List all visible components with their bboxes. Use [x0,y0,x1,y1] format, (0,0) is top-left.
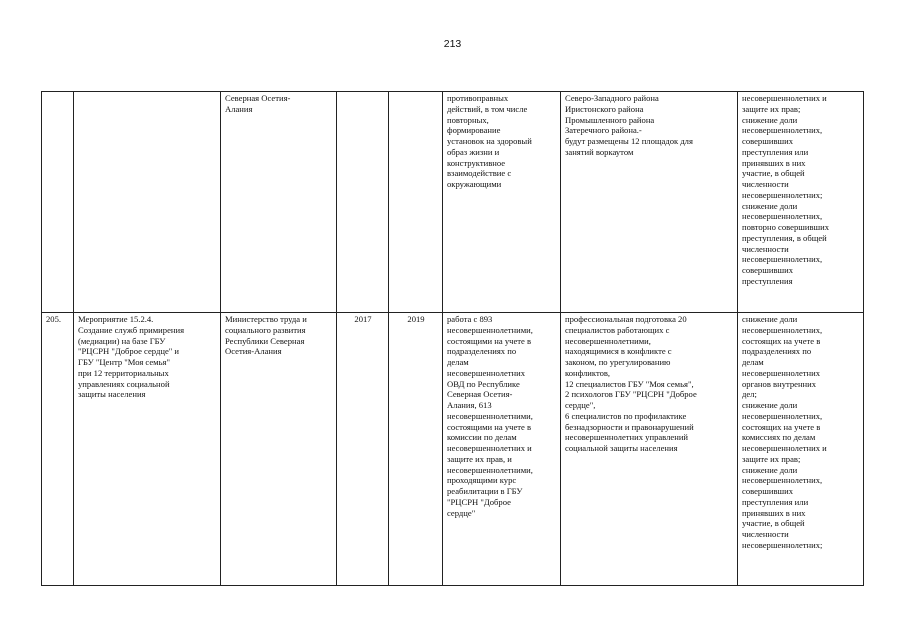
executor-cell: Министерство труда и социального развития Республики Северная Осетия-Алания [221,313,337,586]
result-cell: Северо-Западного района Иристонского района Промышленного района Затеречного района.- будут размещены 12 площадок для занятий воркаутом [561,92,738,313]
measures-table [41,91,864,586]
page-number: 213 [443,38,462,50]
start-year-cell: 2017 [337,313,389,586]
row-number-cell: 205. [42,313,74,586]
content-cell: работа с 893 несовершеннолетними, состоящими на учете в подразделениях по делам несовершеннолетних ОВД по Республике Северная Осетия- Алания, 613 несовершеннолетними, состоящими на учете в комиссии по делам несовершеннолетних и защите их прав, и несовершеннолетними, проходящими курс реабилитации в ГБУ "РЦСРН "Доброе сердце" [443,313,561,586]
executor-cell: Северная Осетия- Алания [221,92,337,313]
end-year-cell [389,92,443,313]
indicator-cell: несовершеннолетних и защите их прав; снижение доли несовершеннолетних, совершивших преступления или принявших в них участие, в общей численности несовершеннолетних; снижение доли несовершеннолетних, повторно совершивших преступления, в общей численности несовершеннолетних, совершивших преступления [738,92,864,313]
measure-cell [74,92,221,313]
table-row [42,92,864,313]
row-number-cell [42,92,74,313]
table-row [42,313,864,586]
start-year-cell [337,92,389,313]
measure-cell: Мероприятие 15.2.4. Создание служб примирения (медиации) на базе ГБУ "РЦСРН "Доброе сердце" и ГБУ "Центр "Моя семья" при 12 территориальных управлениях социальной защиты населения [74,313,221,586]
content-cell: противоправных действий, в том числе повторных, формирование установок на здоровый образ жизни и конструктивное взаимодействие с окружающими [443,92,561,313]
end-year-cell: 2019 [389,313,443,586]
result-cell: профессиональная подготовка 20 специалистов работающих с несовершеннолетними, находящимися в конфликте с законом, по урегулированию конфликтов, 12 специалистов ГБУ "Моя семья", 2 психологов ГБУ "РЦСРН "Доброе сердце", 6 специалистов по профилактике безнадзорности и правонарушений несовершеннолетних управлений социальной защиты населения [561,313,738,586]
indicator-cell: снижение доли несовершеннолетних, состоящих на учете в подразделениях по делам несовершеннолетних органов внутренних дел; снижение доли несовершеннолетних, состоящих на учете в комиссиях по делам несовершеннолетних и защите их прав; снижение доли несовершеннолетних, совершивших преступления или принявших в них участие, в общей численности несовершеннолетних; [738,313,864,586]
